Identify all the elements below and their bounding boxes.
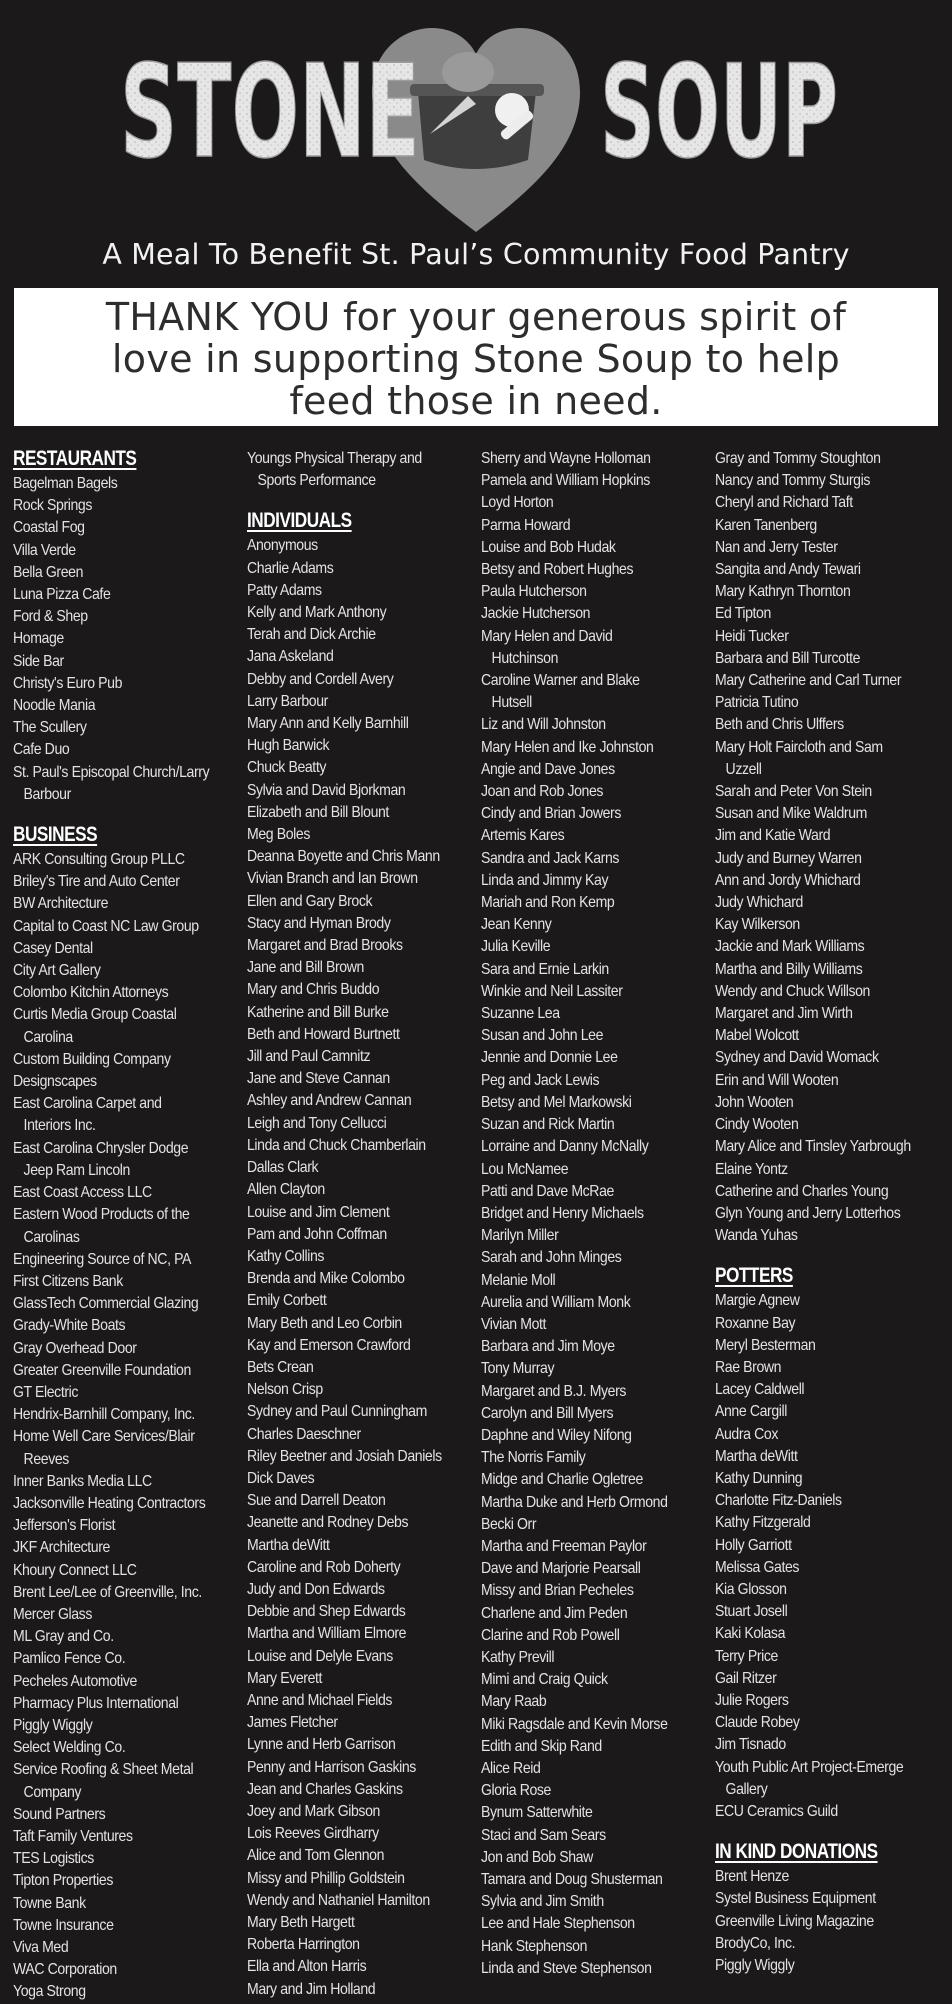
donor-name: Jon and Bob Shaw bbox=[481, 1848, 593, 1866]
donor-name-continued: Gallery bbox=[725, 1780, 768, 1798]
donor-name: Mary Raab bbox=[481, 1693, 547, 1711]
donor-name: City Art Gallery bbox=[13, 962, 101, 980]
donor-name: Deanna Boyette and Chris Mann bbox=[247, 848, 440, 866]
donor-name: Caroline and Rob Doherty bbox=[247, 1558, 401, 1576]
donor-name: Kaki Kolasa bbox=[715, 1625, 786, 1643]
donor-name: Becki Orr bbox=[481, 1515, 537, 1533]
donor-name: Tony Murray bbox=[481, 1360, 555, 1378]
donor-column-4 bbox=[715, 448, 947, 1977]
donor-name: Patty Adams bbox=[247, 581, 322, 599]
donor-name: BrodyCo, Inc. bbox=[715, 1934, 796, 1952]
thank-you-line-3: feed those in need. bbox=[289, 379, 663, 423]
donor-name: Susan and Mike Waldrum bbox=[715, 805, 867, 823]
donor-name: Bridget and Henry Michaels bbox=[481, 1204, 644, 1222]
donor-name: Chuck Beatty bbox=[247, 759, 326, 777]
donor-name: Kathy Fitzgerald bbox=[715, 1514, 811, 1532]
donor-column-1 bbox=[13, 448, 239, 2004]
donor-name: Kay and Emerson Crawford bbox=[247, 1336, 411, 1354]
donor-name: Kathy Collins bbox=[247, 1247, 325, 1265]
donor-name: Terry Price bbox=[715, 1647, 778, 1665]
donor-name: Allen Clayton bbox=[247, 1181, 325, 1199]
donor-name: Systel Business Equipment bbox=[715, 1890, 876, 1908]
donor-name: Suzan and Rick Martin bbox=[481, 1116, 615, 1134]
donor-name: Mary Helen and Ike Johnston bbox=[481, 738, 654, 756]
donor-name: Louise and Bob Hudak bbox=[481, 538, 616, 556]
donor-name: Rae Brown bbox=[715, 1358, 782, 1376]
donor-name: Julia Keville bbox=[481, 938, 551, 956]
donor-name-continued: Reeves bbox=[23, 1450, 69, 1468]
donor-name: ARK Consulting Group PLLC bbox=[13, 851, 185, 869]
donor-name: Nan and Jerry Tester bbox=[715, 538, 838, 556]
donor-name: St. Paul's Episcopal Church/Larry bbox=[13, 763, 210, 781]
donor-name: Curtis Media Group Coastal bbox=[13, 1006, 177, 1024]
donor-name: Martha deWitt bbox=[247, 1536, 330, 1554]
thank-you-line-2: love in supporting Stone Soup to help bbox=[111, 337, 841, 381]
donor-name: Joey and Mark Gibson bbox=[247, 1802, 380, 1820]
donor-name: Margie Agnew bbox=[715, 1292, 800, 1310]
donor-name: Larry Barbour bbox=[247, 692, 328, 710]
donor-name: Wanda Yuhas bbox=[715, 1227, 798, 1245]
donor-name-continued: Jeep Ram Lincoln bbox=[23, 1161, 130, 1179]
donor-name: Khoury Connect LLC bbox=[13, 1561, 137, 1579]
donor-name: Charlene and Jim Peden bbox=[481, 1604, 628, 1622]
donor-name: Erin and Will Wooten bbox=[715, 1071, 839, 1089]
donor-name: Dallas Clark bbox=[247, 1159, 319, 1177]
donor-name: Sue and Darrell Deaton bbox=[247, 1492, 386, 1510]
donor-name: Coastal Fog bbox=[13, 519, 85, 537]
donor-name: Melanie Moll bbox=[481, 1271, 556, 1289]
donor-name: Wendy and Chuck Willson bbox=[715, 982, 870, 1000]
donor-name: Martha Duke and Herb Ormond bbox=[481, 1493, 668, 1511]
donor-name: Linda and Steve Stephenson bbox=[481, 1959, 652, 1977]
donor-name: The Norris Family bbox=[481, 1449, 586, 1467]
donor-name: Martha deWitt bbox=[715, 1447, 798, 1465]
donor-name: Sylvia and David Bjorkman bbox=[247, 781, 406, 799]
donor-name: Select Welding Co. bbox=[13, 1739, 126, 1757]
donor-name: Jill and Paul Camnitz bbox=[247, 1048, 371, 1066]
cabbage-icon bbox=[442, 52, 494, 92]
donor-name: Sangita and Andy Tewari bbox=[715, 561, 861, 579]
donor-name: Greenville Living Magazine bbox=[715, 1912, 874, 1930]
donor-name: Sara and Ernie Larkin bbox=[481, 960, 609, 978]
donor-name: Hank Stephenson bbox=[481, 1937, 588, 1955]
donor-name: Gray and Tommy Stoughton bbox=[715, 450, 881, 467]
donor-name: Colombo Kitchin Attorneys bbox=[13, 984, 169, 1002]
donor-name: Towne Insurance bbox=[13, 1916, 114, 1934]
donor-name: Briley's Tire and Auto Center bbox=[13, 873, 180, 891]
donor-name: Jackie Hutcherson bbox=[481, 605, 591, 623]
donor-name: TES Logistics bbox=[13, 1850, 94, 1868]
donor-name: Ford & Shep bbox=[13, 608, 88, 626]
donor-name: Kelly and Mark Anthony bbox=[247, 604, 387, 622]
donor-name: Peg and Jack Lewis bbox=[481, 1071, 600, 1089]
donor-name: Lee and Hale Stephenson bbox=[481, 1915, 635, 1933]
donor-name: Alice Reid bbox=[481, 1759, 541, 1777]
donor-name: Audra Cox bbox=[715, 1425, 778, 1443]
donor-name: Patricia Tutino bbox=[715, 694, 799, 712]
donor-name: Susan and John Lee bbox=[481, 1027, 604, 1045]
donor-name: Sherry and Wayne Holloman bbox=[481, 450, 651, 467]
donor-name: Youth Public Art Project-Emerge bbox=[715, 1758, 904, 1776]
donor-name: Judy Whichard bbox=[715, 894, 803, 912]
donor-name: Emily Corbett bbox=[247, 1292, 327, 1310]
donor-name: Ellen and Gary Brock bbox=[247, 892, 373, 910]
donor-name: Edith and Skip Rand bbox=[481, 1737, 602, 1755]
donor-name: Pecheles Automotive bbox=[13, 1672, 137, 1690]
donor-name: Margaret and Jim Wirth bbox=[715, 1005, 853, 1023]
donor-name: Penny and Harrison Gaskins bbox=[247, 1758, 416, 1776]
donor-name: Lynne and Herb Garrison bbox=[247, 1736, 396, 1754]
donor-name: Elizabeth and Bill Blount bbox=[247, 803, 389, 821]
donor-name: Custom Building Company bbox=[13, 1050, 171, 1068]
donor-name: Homage bbox=[13, 630, 64, 648]
donor-name: Mimi and Craig Quick bbox=[481, 1671, 608, 1689]
logo-artwork bbox=[0, 0, 952, 240]
donor-name: Nancy and Tommy Sturgis bbox=[715, 472, 870, 490]
donor-name-continued: Hutsell bbox=[491, 694, 532, 712]
donor-name: Kathy Dunning bbox=[715, 1469, 803, 1487]
donor-name: Vivian Branch and Ian Brown bbox=[247, 870, 418, 888]
donor-name: Lacey Caldwell bbox=[715, 1381, 805, 1399]
donor-name: Mary and Jim Holland bbox=[247, 1980, 376, 1998]
donor-name: Sylvia and Jim Smith bbox=[481, 1893, 604, 1911]
donor-name: Mary Catherine and Carl Turner bbox=[715, 672, 902, 690]
donor-name: Bella Green bbox=[13, 563, 84, 581]
donor-name: Carolyn and Bill Myers bbox=[481, 1404, 614, 1422]
donor-name: Missy and Phillip Goldstein bbox=[247, 1869, 405, 1887]
donor-name: Sarah and Peter Von Stein bbox=[715, 783, 872, 801]
donor-name: Brent Lee/Lee of Greenville, Inc. bbox=[13, 1583, 202, 1601]
donor-name: Alice and Tom Glennon bbox=[247, 1847, 385, 1865]
donor-name: Mary Helen and David bbox=[481, 627, 613, 645]
donor-name: ECU Ceramics Guild bbox=[715, 1802, 838, 1820]
donor-name: GlassTech Commercial Glazing bbox=[13, 1295, 199, 1313]
donor-name: Betsy and Robert Hughes bbox=[481, 561, 634, 579]
donor-name: Viva Med bbox=[13, 1939, 69, 1956]
donor-name: Casey Dental bbox=[13, 939, 93, 957]
donor-name: Charles Daeschner bbox=[247, 1425, 361, 1443]
donor-name: East Coast Access LLC bbox=[13, 1184, 152, 1202]
donor-name: Ashley and Andrew Cannan bbox=[247, 1092, 412, 1110]
donor-name: Sydney and Paul Cunningham bbox=[247, 1403, 427, 1421]
donor-name: Brenda and Mike Colombo bbox=[247, 1270, 405, 1288]
donor-name: Mercer Glass bbox=[13, 1605, 92, 1623]
donor-name: Beth and Howard Burtnett bbox=[247, 1025, 400, 1043]
donor-name: Sarah and John Minges bbox=[481, 1249, 622, 1267]
donor-name: Cindy and Brian Jowers bbox=[481, 805, 621, 823]
logo-word-soup: SOUP bbox=[600, 38, 838, 187]
donor-name: Debbie and Shep Edwards bbox=[247, 1603, 406, 1621]
donor-name: Jane and Bill Brown bbox=[247, 959, 364, 977]
donor-name: Martha and Billy Williams bbox=[715, 960, 863, 978]
donor-name: Eastern Wood Products of the bbox=[13, 1206, 190, 1224]
section-heading: RESTAURANTS bbox=[13, 447, 137, 470]
donor-name: Anne and Michael Fields bbox=[247, 1691, 393, 1709]
donor-name: Pamlico Fence Co. bbox=[13, 1650, 126, 1668]
donor-name: Leigh and Tony Cellucci bbox=[247, 1114, 387, 1132]
donor-name: Meg Boles bbox=[247, 826, 310, 844]
donor-name: Towne Bank bbox=[13, 1894, 86, 1912]
donor-name: Mary Beth and Leo Corbin bbox=[247, 1314, 402, 1332]
donor-name: Aurelia and William Monk bbox=[481, 1293, 631, 1311]
donor-name: Tamara and Doug Shusterman bbox=[481, 1871, 663, 1888]
donor-column-2 bbox=[247, 448, 477, 2001]
donor-name: Greater Greenville Foundation bbox=[13, 1361, 191, 1379]
donor-name: Daphne and Wiley Nifong bbox=[481, 1426, 632, 1444]
donor-name: Margaret and B.J. Myers bbox=[481, 1382, 627, 1400]
donor-name: Caroline Warner and Blake bbox=[481, 672, 640, 690]
donor-name: Claude Robey bbox=[715, 1714, 800, 1732]
donor-name: Piggly Wiggly bbox=[715, 1957, 795, 1974]
donor-name: Holly Garriott bbox=[715, 1536, 792, 1554]
donor-name-continued: Carolinas bbox=[23, 1228, 80, 1246]
donor-name: Luna Pizza Cafe bbox=[13, 586, 111, 604]
donor-name: Loyd Horton bbox=[481, 494, 554, 512]
donor-name: Martha and William Elmore bbox=[247, 1625, 407, 1643]
donor-name: Pharmacy Plus International bbox=[13, 1694, 179, 1712]
donor-name: Judy and Burney Warren bbox=[715, 849, 862, 867]
donor-name: Youngs Physical Therapy and bbox=[247, 450, 422, 467]
section-heading: INDIVIDUALS bbox=[247, 509, 352, 533]
donor-name: Jean Kenny bbox=[481, 916, 552, 934]
donor-name: Melissa Gates bbox=[715, 1558, 800, 1576]
donor-name: Catherine and Charles Young bbox=[715, 1182, 889, 1200]
donor-name: Bagelman Bagels bbox=[13, 475, 118, 492]
donor-name: Christy's Euro Pub bbox=[13, 674, 123, 692]
donor-name: Stuart Josell bbox=[715, 1603, 788, 1621]
donor-name: Service Roofing & Sheet Metal bbox=[13, 1761, 194, 1779]
donor-name: Heidi Tucker bbox=[715, 627, 789, 645]
donor-name: Margaret and Brad Brooks bbox=[247, 937, 403, 955]
donor-name: Joan and Rob Jones bbox=[481, 783, 604, 801]
donor-name: Jean and Charles Gaskins bbox=[247, 1780, 403, 1798]
donor-name: Marilyn Miller bbox=[481, 1227, 559, 1245]
donor-name: Mary and Chris Buddo bbox=[247, 981, 380, 999]
donor-name: Betsy and Mel Markowski bbox=[481, 1093, 632, 1111]
donor-name: Engineering Source of NC, PA bbox=[13, 1250, 192, 1268]
donor-name: Staci and Sam Sears bbox=[481, 1826, 606, 1844]
donor-name: Sydney and David Womack bbox=[715, 1049, 879, 1067]
donor-name: Kia Glosson bbox=[715, 1580, 787, 1598]
donor-name: Capital to Coast NC Law Group bbox=[13, 917, 199, 935]
donor-name: Jacksonville Heating Contractors bbox=[13, 1494, 206, 1512]
donor-name: Hendrix-Barnhill Company, Inc. bbox=[13, 1406, 195, 1424]
donor-name: Louise and Jim Clement bbox=[247, 1203, 390, 1221]
donor-name: Roxanne Bay bbox=[715, 1314, 796, 1332]
thank-you-box bbox=[14, 288, 938, 426]
donor-name: Dave and Marjorie Pearsall bbox=[481, 1560, 641, 1578]
donor-name-continued: Sports Performance bbox=[257, 472, 376, 490]
donor-name: James Fletcher bbox=[247, 1714, 338, 1732]
donor-name: Lois Reeves Girdharry bbox=[247, 1825, 379, 1843]
donor-name: Louise and Delyle Evans bbox=[247, 1647, 393, 1665]
donor-name: The Scullery bbox=[13, 719, 87, 737]
section-heading: POTTERS bbox=[715, 1264, 793, 1288]
donor-name: Jennie and Donnie Lee bbox=[481, 1049, 618, 1067]
donor-name: Mabel Wolcott bbox=[715, 1027, 799, 1045]
donor-name: Julie Rogers bbox=[715, 1691, 789, 1709]
donor-name: Mary Ann and Kelly Barnhill bbox=[247, 715, 409, 733]
donor-name: Suzanne Lea bbox=[481, 1005, 560, 1023]
donor-name-continued: Hutchinson bbox=[491, 649, 559, 667]
donor-name: BW Architecture bbox=[13, 895, 109, 913]
donor-name: Stacy and Hyman Brody bbox=[247, 914, 391, 932]
donor-name: Glyn Young and Jerry Lotterhos bbox=[715, 1204, 901, 1222]
donor-name: Angie and Dave Jones bbox=[481, 760, 615, 778]
donor-name: Miki Ragsdale and Kevin Morse bbox=[481, 1715, 668, 1733]
donor-name-continued: Carolina bbox=[23, 1028, 73, 1046]
logo-word-stone: STONE bbox=[120, 38, 420, 187]
donor-name: Anonymous bbox=[247, 537, 318, 555]
donor-name: Elaine Yontz bbox=[715, 1160, 788, 1178]
donor-name: Jim and Katie Ward bbox=[715, 827, 831, 845]
donor-name: Artemis Kares bbox=[481, 827, 565, 845]
donor-name: East Carolina Chrysler Dodge bbox=[13, 1139, 189, 1157]
section-heading: IN KIND DONATIONS bbox=[715, 1840, 878, 1864]
donor-name: Ann and Jordy Whichard bbox=[715, 871, 861, 889]
section-heading: BUSINESS bbox=[13, 823, 98, 847]
donor-name: Sandra and Jack Karns bbox=[481, 849, 620, 867]
donor-name: ML Gray and Co. bbox=[13, 1628, 114, 1646]
donor-name: Mariah and Ron Kemp bbox=[481, 894, 615, 912]
donor-name: Jeanette and Rodney Debs bbox=[247, 1514, 409, 1532]
donor-name: Midge and Charlie Ogletree bbox=[481, 1471, 643, 1489]
donor-name: Kay Wilkerson bbox=[715, 916, 800, 934]
donor-name: Designscapes bbox=[13, 1073, 97, 1091]
donor-name: Cheryl and Richard Taft bbox=[715, 494, 853, 512]
donor-name: Villa Verde bbox=[13, 541, 76, 559]
donor-name: Jim Tisnado bbox=[715, 1736, 786, 1754]
donor-name: Inner Banks Media LLC bbox=[13, 1472, 152, 1490]
donor-name: Jane and Steve Cannan bbox=[247, 1070, 390, 1088]
donor-name: Cindy Wooten bbox=[715, 1116, 799, 1134]
donor-name: Charlotte Fitz-Daniels bbox=[715, 1492, 842, 1510]
donor-name: Pamela and William Hopkins bbox=[481, 472, 650, 490]
donor-name: Anne Cargill bbox=[715, 1403, 787, 1421]
donor-name: First Citizens Bank bbox=[13, 1272, 123, 1290]
donor-name: Linda and Chuck Chamberlain bbox=[247, 1136, 426, 1154]
donor-name: Ed Tipton bbox=[715, 605, 771, 623]
donor-name: Linda and Jimmy Kay bbox=[481, 871, 609, 889]
donor-name: Jefferson's Florist bbox=[13, 1517, 116, 1535]
donor-name: Charlie Adams bbox=[247, 559, 334, 577]
donor-name: Liz and Will Johnston bbox=[481, 716, 606, 734]
donor-name: Hugh Barwick bbox=[247, 737, 330, 755]
donor-name: Side Bar bbox=[13, 652, 64, 670]
donor-name: Home Well Care Services/Blair bbox=[13, 1428, 195, 1446]
donor-name: Barbara and Bill Turcotte bbox=[715, 649, 861, 667]
donor-name: Terah and Dick Archie bbox=[247, 626, 376, 644]
donor-name: Gray Overhead Door bbox=[13, 1339, 137, 1357]
donor-name: Paula Hutcherson bbox=[481, 583, 587, 601]
donor-name: Kathy Previll bbox=[481, 1648, 555, 1666]
donor-name: Taft Family Ventures bbox=[13, 1827, 133, 1845]
donor-name: Bets Crean bbox=[247, 1358, 314, 1376]
donor-name: Karen Tanenberg bbox=[715, 516, 817, 534]
donor-name: East Carolina Carpet and bbox=[13, 1095, 162, 1113]
donor-name: Winkie and Neil Lassiter bbox=[481, 982, 623, 1000]
donor-name: Martha and Freeman Paylor bbox=[481, 1537, 647, 1555]
donor-name: Debby and Cordell Avery bbox=[247, 670, 394, 688]
donor-column-3 bbox=[481, 448, 713, 1980]
donor-name: Gail Ritzer bbox=[715, 1669, 777, 1687]
donor-name: Lou McNamee bbox=[481, 1160, 569, 1178]
donor-name: Judy and Don Edwards bbox=[247, 1580, 385, 1598]
donor-name: Vivian Mott bbox=[481, 1315, 547, 1333]
donor-name: Mary Everett bbox=[247, 1669, 323, 1687]
donor-name: Sound Partners bbox=[13, 1805, 106, 1823]
donor-name: Dick Daves bbox=[247, 1469, 315, 1487]
donor-name: Jackie and Mark Williams bbox=[715, 938, 865, 956]
donor-name: Wendy and Nathaniel Hamilton bbox=[247, 1891, 430, 1909]
donor-name: GT Electric bbox=[13, 1383, 79, 1401]
donor-name: Cafe Duo bbox=[13, 741, 70, 759]
donor-name: Clarine and Rob Powell bbox=[481, 1626, 620, 1644]
donor-name-continued: Company bbox=[23, 1783, 82, 1801]
donor-name: Lorraine and Danny McNally bbox=[481, 1138, 649, 1156]
donor-name: Patti and Dave McRae bbox=[481, 1182, 614, 1200]
donor-name: Meryl Besterman bbox=[715, 1336, 816, 1354]
donor-name: Katherine and Bill Burke bbox=[247, 1003, 389, 1021]
donor-name: Jana Askeland bbox=[247, 648, 334, 666]
donor-name: Yoga Strong bbox=[13, 1983, 86, 2001]
donor-name-continued: Uzzell bbox=[725, 760, 762, 778]
donor-name: JKF Architecture bbox=[13, 1539, 110, 1557]
donor-name: Mary Beth Hargett bbox=[247, 1914, 355, 1931]
donor-name: Ella and Alton Harris bbox=[247, 1958, 367, 1976]
donor-name: Riley Beetner and Josiah Daniels bbox=[247, 1447, 442, 1465]
stone-soup-logo bbox=[0, 0, 952, 240]
donor-name: John Wooten bbox=[715, 1093, 794, 1111]
donor-name: Gloria Rose bbox=[481, 1782, 551, 1800]
donor-name: Grady-White Boats bbox=[13, 1317, 126, 1335]
donor-name: Mary Kathryn Thornton bbox=[715, 583, 851, 601]
donor-name: Mary Alice and Tinsley Yarbrough bbox=[715, 1138, 911, 1156]
donor-name: Rock Springs bbox=[13, 497, 92, 515]
donor-name: Piggly Wiggly bbox=[13, 1716, 93, 1734]
donor-name: Tipton Properties bbox=[13, 1872, 113, 1890]
thank-you-line-1: THANK YOU for your generous spirit of bbox=[105, 295, 847, 339]
donor-name: Parma Howard bbox=[481, 516, 571, 534]
donor-name: Noodle Mania bbox=[13, 697, 96, 715]
event-subtitle: A Meal To Benefit St. Paul’s Community Food Pantry bbox=[102, 238, 850, 271]
donor-name-continued: Interiors Inc. bbox=[23, 1117, 96, 1135]
donor-name: Mary Holt Faircloth and Sam bbox=[715, 738, 883, 756]
donor-name: Missy and Brian Pecheles bbox=[481, 1582, 634, 1600]
donor-name: Nelson Crisp bbox=[247, 1381, 323, 1399]
donor-name: Roberta Harrington bbox=[247, 1936, 360, 1954]
donor-name-continued: Barbour bbox=[23, 785, 71, 803]
donor-name: WAC Corporation bbox=[13, 1961, 117, 1979]
donor-name: Bynum Satterwhite bbox=[481, 1804, 593, 1822]
donor-name: Barbara and Jim Moye bbox=[481, 1338, 615, 1356]
donor-name: Brent Henze bbox=[715, 1868, 789, 1886]
donor-name: Beth and Chris Ulffers bbox=[715, 716, 844, 734]
donor-name: Pam and John Coffman bbox=[247, 1225, 387, 1243]
